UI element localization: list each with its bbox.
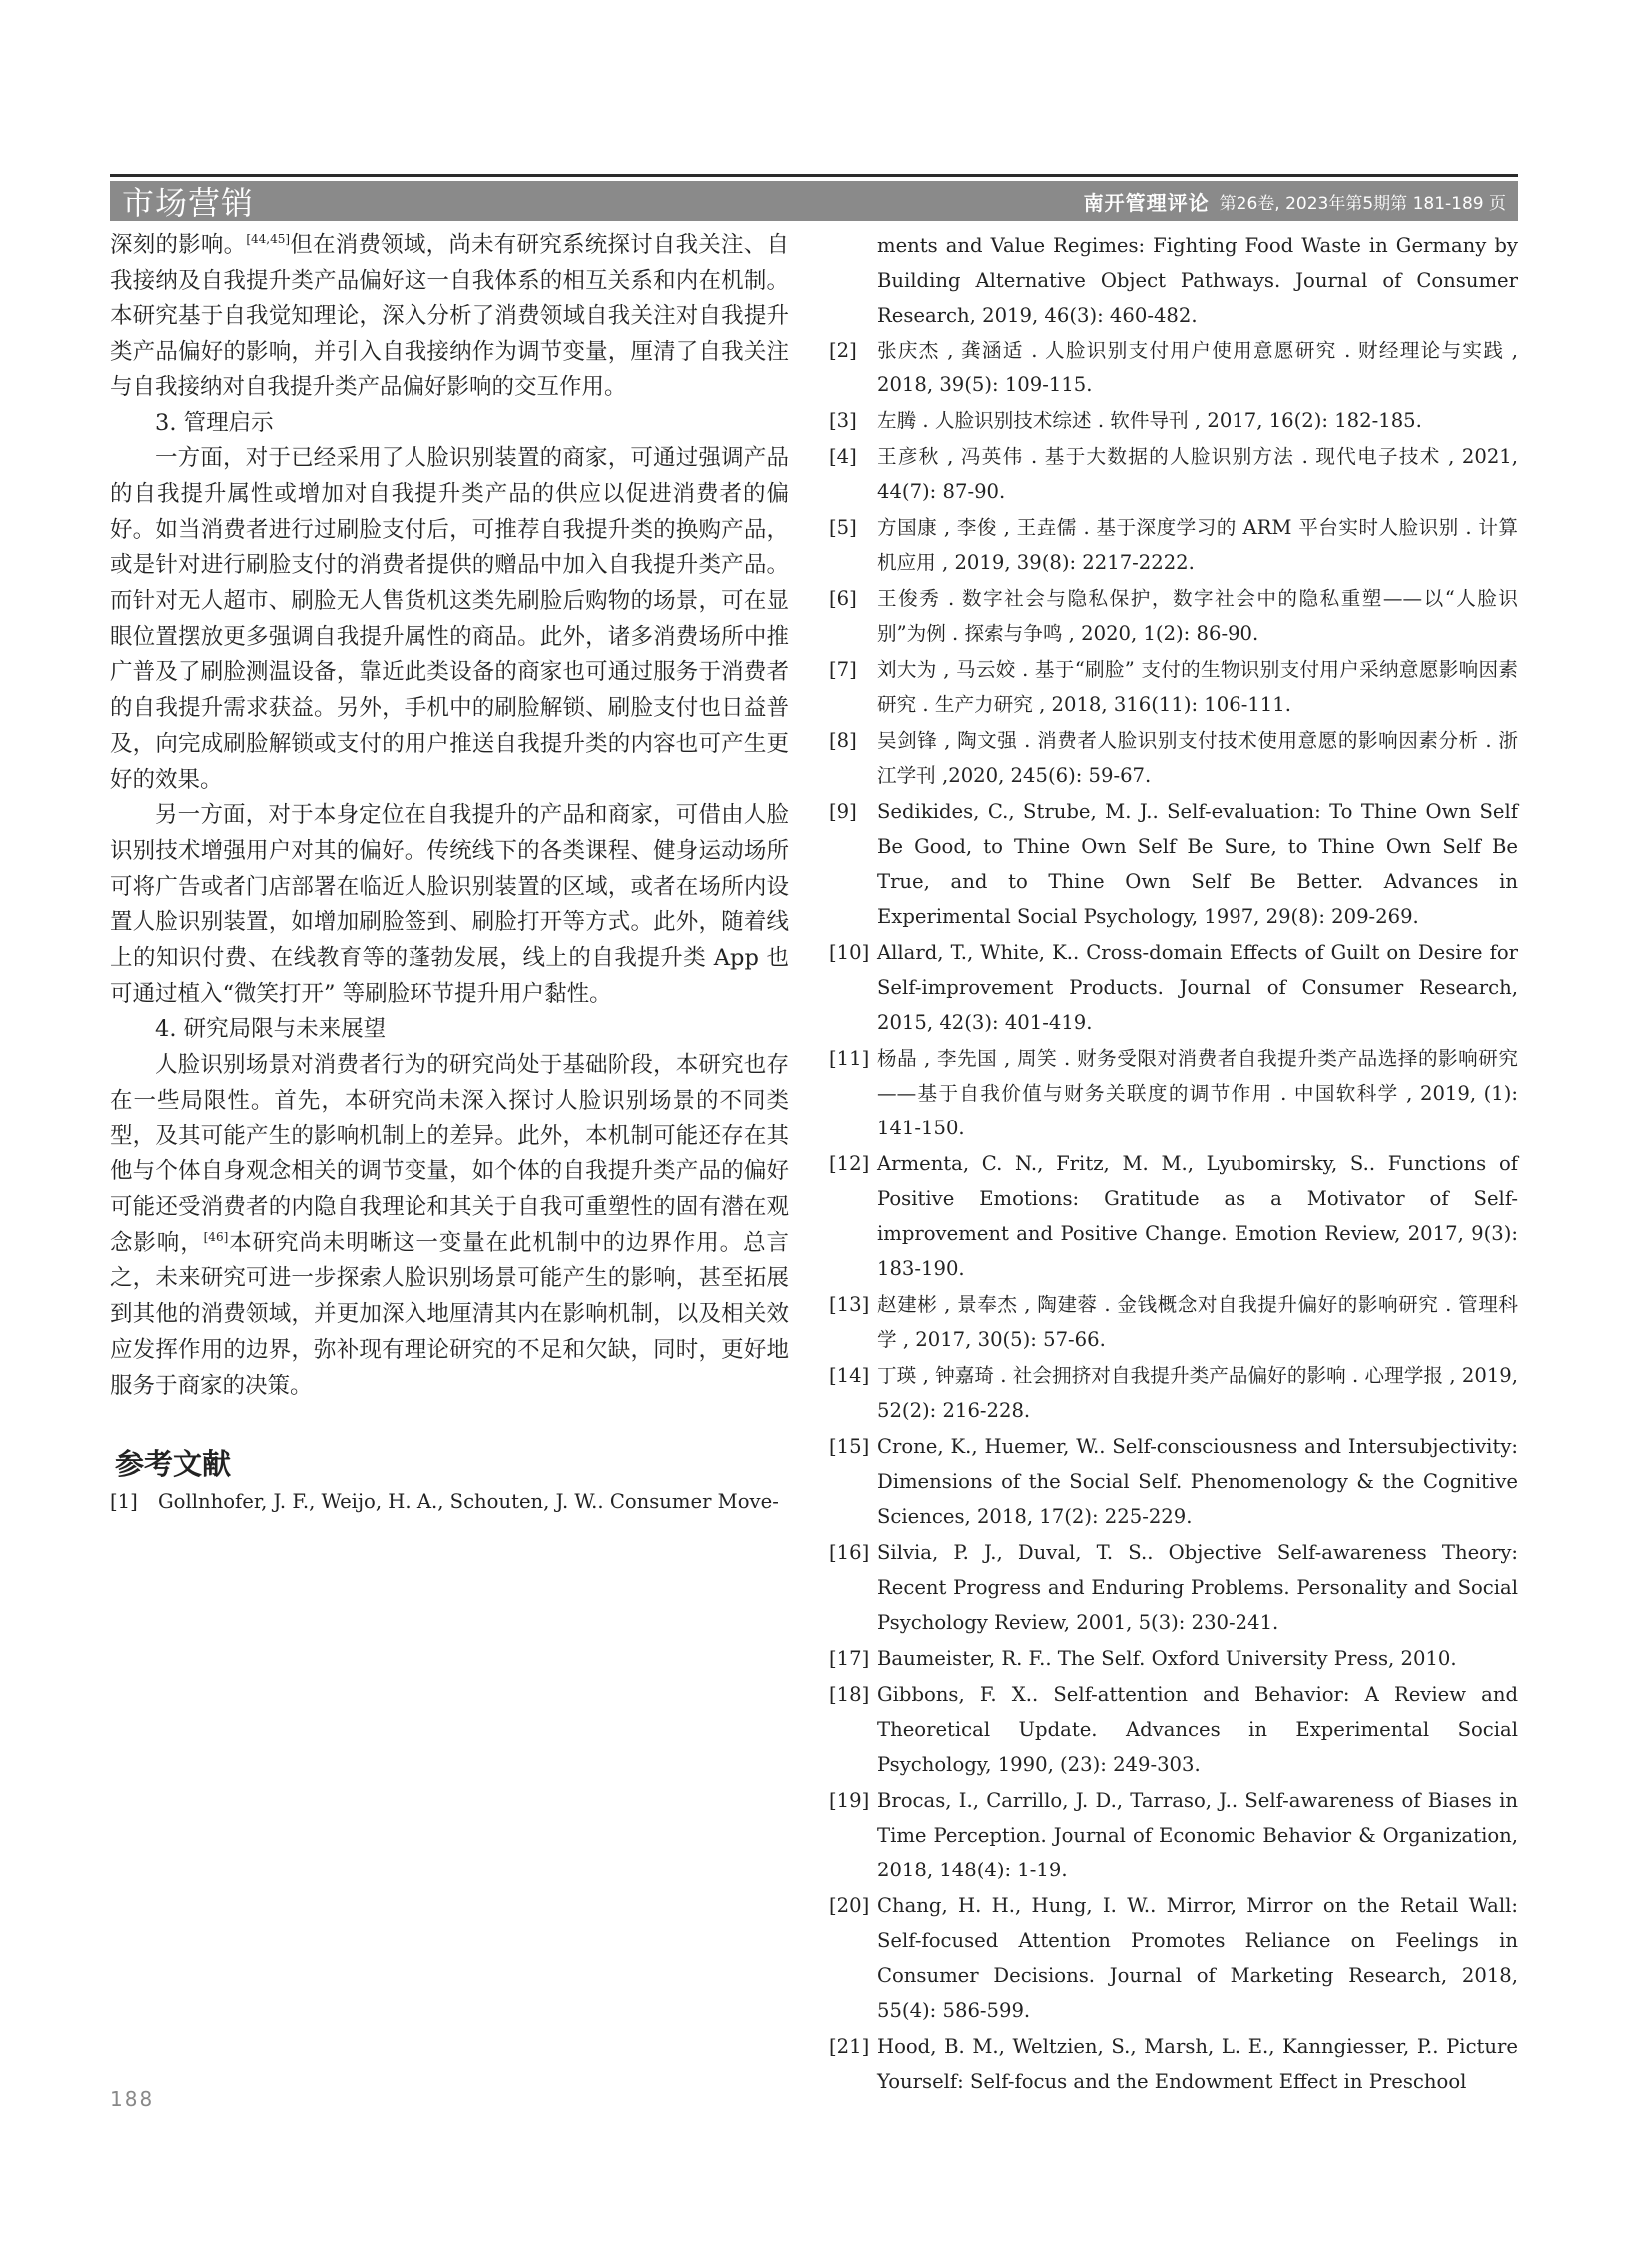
- reference-text: 王俊秀 . 数字社会与隐私保护，数字社会中的隐私重塑——以“人脸识别”为例 . 探索与争鸣 , 2020, 1(2): 86-90.: [877, 587, 1518, 645]
- reference-text: Chang, H. H., Hung, I. W.. Mirror, Mirror on the Retail Wall: Self-focused Attention Promotes Reliance on Feelings in Consumer Decisions. Journal of Marketing Research, 2018, 55(4): 586-599.: [877, 1894, 1518, 2022]
- reference-text: 王彦秋 , 冯英伟 . 基于大数据的人脸识别方法 . 现代电子技术 , 2021, 44(7): 87-90.: [877, 445, 1518, 503]
- reference-list: [829, 333, 1518, 2099]
- reference-text: 杨晶 , 李先国 , 周笑 . 财务受限对消费者自我提升类产品选择的影响研究——基于自我价值与财务关联度的调节作用 . 中国软科学 , 2019, (1): 141-150.: [877, 1047, 1518, 1139]
- subheading-limitations: 4. 研究局限与未来展望: [155, 1016, 387, 1043]
- reference-item: [829, 439, 1518, 509]
- reference-item: [829, 581, 1518, 651]
- reference-item: [829, 1783, 1518, 1887]
- reference-text: Brocas, I., Carrillo, J. D., Tarraso, J.. Self-awareness of Biases in Time Perception. Journal of Economic Behavior & Organization, 2018, 148(4): 1-19.: [877, 1789, 1518, 1881]
- citation: [46]: [203, 1229, 229, 1244]
- reference-number: [2]: [829, 339, 857, 362]
- reference-item: [829, 1146, 1518, 1286]
- subheading-management-implications: 3. 管理启示: [155, 409, 274, 436]
- references-heading: 参考文献: [115, 1447, 232, 1482]
- reference-number: [10]: [829, 941, 870, 964]
- reference-number: [21]: [829, 2035, 870, 2058]
- reference-text: 赵建彬 , 景奉杰 , 陶建蓉 . 金钱概念对自我提升偏好的影响研究 . 管理科学 , 2017, 30(5): 57-66.: [877, 1293, 1518, 1351]
- paragraph-4: 人脸识别场景对消费者行为的研究尚处于基础阶段，本研究也存在一些局限性。首先，本研究尚未深入探讨人脸识别场景的不同类型，及其可能产生的影响机制上的差异。此外，本机制可能还存在其他与个体自身观念相关的调节变量，如个体的自我提升类产品的偏好可能还受消费者的内隐自我理论和其关于自我可重塑性的固有潜在观念影响，[46]本研究尚未明晰这一变量在此机制中的边界作用。总言之，未来研究可进一步探索人脸识别场景可能产生的影响，甚至拓展到其他的消费领域，并更加深入地厘清其内在影响机制，以及相关效应发挥作用的边界，弥补现有理论研究的不足和欠缺，同时，更好地服务于商家的决策。: [110, 1052, 789, 1399]
- left-column: [110, 228, 789, 1520]
- right-column: [829, 228, 1518, 2100]
- reference-text: 张庆杰 , 龚涵适 . 人脸识别支付用户使用意愿研究 . 财经理论与实践 , 2018, 39(5): 109-115.: [877, 339, 1518, 396]
- reference-continuation: ments and Value Regimes: Fighting Food Waste in Germany by Building Alternative Object Pathways. Journal of Consumer Research, 2019, 46(3): 460-482.: [877, 234, 1518, 327]
- reference-item: [829, 510, 1518, 580]
- reference-number: [6]: [829, 587, 857, 610]
- reference-item: [829, 1358, 1518, 1428]
- reference-item: [829, 1535, 1518, 1640]
- reference-item: [829, 1641, 1518, 1676]
- reference-text: Sedikides, C., Strube, M. J.. Self-evaluation: To Thine Own Self Be Good, to Thine Own Self Be Sure, to Thine Own Self Be True, and to Thine Own Self Be Better. Advances in Experimental Social Psychology, 1997, 29(8): 209-269.: [877, 800, 1518, 928]
- reference-item: [829, 1677, 1518, 1782]
- reference-number: [9]: [829, 800, 857, 823]
- reference-text: 方国康 , 李俊 , 王垚儒 . 基于深度学习的 ARM 平台实时人脸识别 . 计算机应用 , 2019, 39(8): 2217-2222.: [877, 516, 1518, 574]
- reference-number: [8]: [829, 729, 857, 752]
- reference-text: 吴剑锋 , 陶文强 . 消费者人脸识别支付技术使用意愿的影响因素分析 . 浙江学刊 ,2020, 245(6): 59-67.: [877, 729, 1518, 787]
- reference-number: [20]: [829, 1894, 870, 1917]
- running-header: [110, 181, 1518, 221]
- reference-text: Silvia, P. J., Duval, T. S.. Objective Self-awareness Theory: Recent Progress and Enduring Problems. Personality and Social Psychology Review, 2001, 5(3): 230-241.: [877, 1541, 1518, 1634]
- reference-item: [829, 1888, 1518, 2028]
- reference-text: Gibbons, F. X.. Self-attention and Behavior: A Review and Theoretical Update. Advances in Experimental Social Psychology, 1990, (23): 249-303.: [877, 1683, 1518, 1776]
- paragraph-1: 深刻的影响。[44,45]但在消费领域，尚未有研究系统探讨自我关注、自我接纳及自我提升类产品偏好这一自我体系的相互关系和内在机制。本研究基于自我觉知理论，深入分析了消费领域自我关注对自我提升类产品偏好的影响，并引入自我接纳作为调节变量，厘清了自我关注与自我接纳对自我提升类产品偏好影响的交互作用。: [110, 232, 789, 400]
- reference-number: [5]: [829, 516, 857, 539]
- reference-text: Armenta, C. N., Fritz, M. M., Lyubomirsky, S.. Functions of Positive Emotions: Gratitude as a Motivator of Self-improvement and Positive Change. Emotion Review, 2017, 9(3): 183-190.: [877, 1152, 1518, 1280]
- paragraph-2: 一方面，对于已经采用了人脸识别装置的商家，可通过强调产品的自我提升属性或增加对自我提升类产品的供应以促进消费者的偏好。如当消费者进行过刷脸支付后，可推荐自我提升类的换购产品，或是针对进行刷脸支付的消费者提供的赠品中加入自我提升类产品。而针对无人超市、刷脸无人售货机这类先刷脸后购物的场景，可在显眼位置摆放更多强调自我提升属性的商品。此外，诸多消费场所中推广普及了刷脸测温设备，靠近此类设备的商家也可通过服务于消费者的自我提升需求获益。另外，手机中的刷脸解锁、刷脸支付也日益普及，向完成刷脸解锁或支付的用户推送自我提升类的内容也可产生更好的效果。: [110, 445, 789, 793]
- reference-text: Hood, B. M., Weltzien, S., Marsh, L. E., Kanngiesser, P.. Picture Yourself: Self-focus and the Endowment Effect in Preschool: [877, 2035, 1518, 2093]
- reference-item: [829, 1429, 1518, 1534]
- reference-number: [16]: [829, 1541, 870, 1564]
- reference-item: [829, 652, 1518, 722]
- journal-info: [1084, 187, 1518, 216]
- reference-item: [829, 2029, 1518, 2099]
- reference-number: [1]: [110, 1490, 138, 1514]
- reference-item: [110, 1484, 789, 1519]
- journal-name: 南开管理评论: [1083, 190, 1210, 215]
- reference-item: [829, 1287, 1518, 1357]
- header-rule: [110, 174, 1518, 177]
- section-name: 市场营销: [122, 184, 255, 222]
- reference-number: [18]: [829, 1683, 870, 1706]
- reference-text: 丁瑛 , 钟嘉琦 . 社会拥挤对自我提升类产品偏好的影响 . 心理学报 , 2019, 52(2): 216-228.: [877, 1364, 1518, 1422]
- reference-text: Gollnhofer, J. F., Weijo, H. A., Schouten, J. W.. Consumer Move-: [158, 1490, 779, 1514]
- reference-text: 刘大为 , 马云姣 . 基于“刷脸” 支付的生物识别支付用户采纳意愿影响因素研究 . 生产力研究 , 2018, 316(11): 106-111.: [877, 658, 1518, 716]
- reference-text: Crone, K., Huemer, W.. Self-consciousness and Intersubjectivity: Dimensions of the Social Self. Phenomenology & the Cognitive Sciences, 2018, 17(2): 225-229.: [877, 1435, 1518, 1528]
- reference-text: Baumeister, R. F.. The Self. Oxford University Press, 2010.: [877, 1647, 1457, 1670]
- reference-number: [12]: [829, 1152, 870, 1175]
- reference-number: [4]: [829, 445, 857, 468]
- reference-number: [11]: [829, 1047, 870, 1070]
- paragraph-3: 另一方面，对于本身定位在自我提升的产品和商家，可借由人脸识别技术增强用户对其的偏好。传统线下的各类课程、健身运动场所可将广告或者门店部署在临近人脸识别装置的区域，或者在场所内设置人脸识别装置，如增加刷脸签到、刷脸打开等方式。此外，随着线上的知识付费、在线教育等的蓬勃发展，线上的自我提升类 App 也可通过植入“微笑打开” 等刷脸环节提升用户黏性。: [110, 802, 789, 1007]
- reference-item: [829, 723, 1518, 793]
- reference-item: [829, 794, 1518, 934]
- reference-number: [3]: [829, 409, 857, 432]
- reference-item: [829, 403, 1518, 438]
- reference-item: [829, 935, 1518, 1040]
- reference-number: [19]: [829, 1789, 870, 1812]
- reference-number: [14]: [829, 1364, 870, 1387]
- reference-number: [7]: [829, 658, 857, 681]
- reference-text: 左腾 . 人脸识别技术综述 . 软件导刊 , 2017, 16(2): 182-185.: [877, 409, 1422, 432]
- reference-number: [17]: [829, 1647, 870, 1670]
- reference-number: [15]: [829, 1435, 870, 1458]
- page-number: 188: [110, 2087, 155, 2111]
- reference-text: Allard, T., White, K.. Cross-domain Effects of Guilt on Desire for Self-improvement Products. Journal of Consumer Research, 2015, 42(3): 401-419.: [877, 941, 1518, 1034]
- issue-info: 第26卷, 2023年第5期第 181-189 页: [1219, 193, 1506, 214]
- reference-item: [829, 1041, 1518, 1145]
- reference-item: [829, 333, 1518, 402]
- reference-number: [13]: [829, 1293, 870, 1316]
- citation: [44,45]: [246, 232, 291, 246]
